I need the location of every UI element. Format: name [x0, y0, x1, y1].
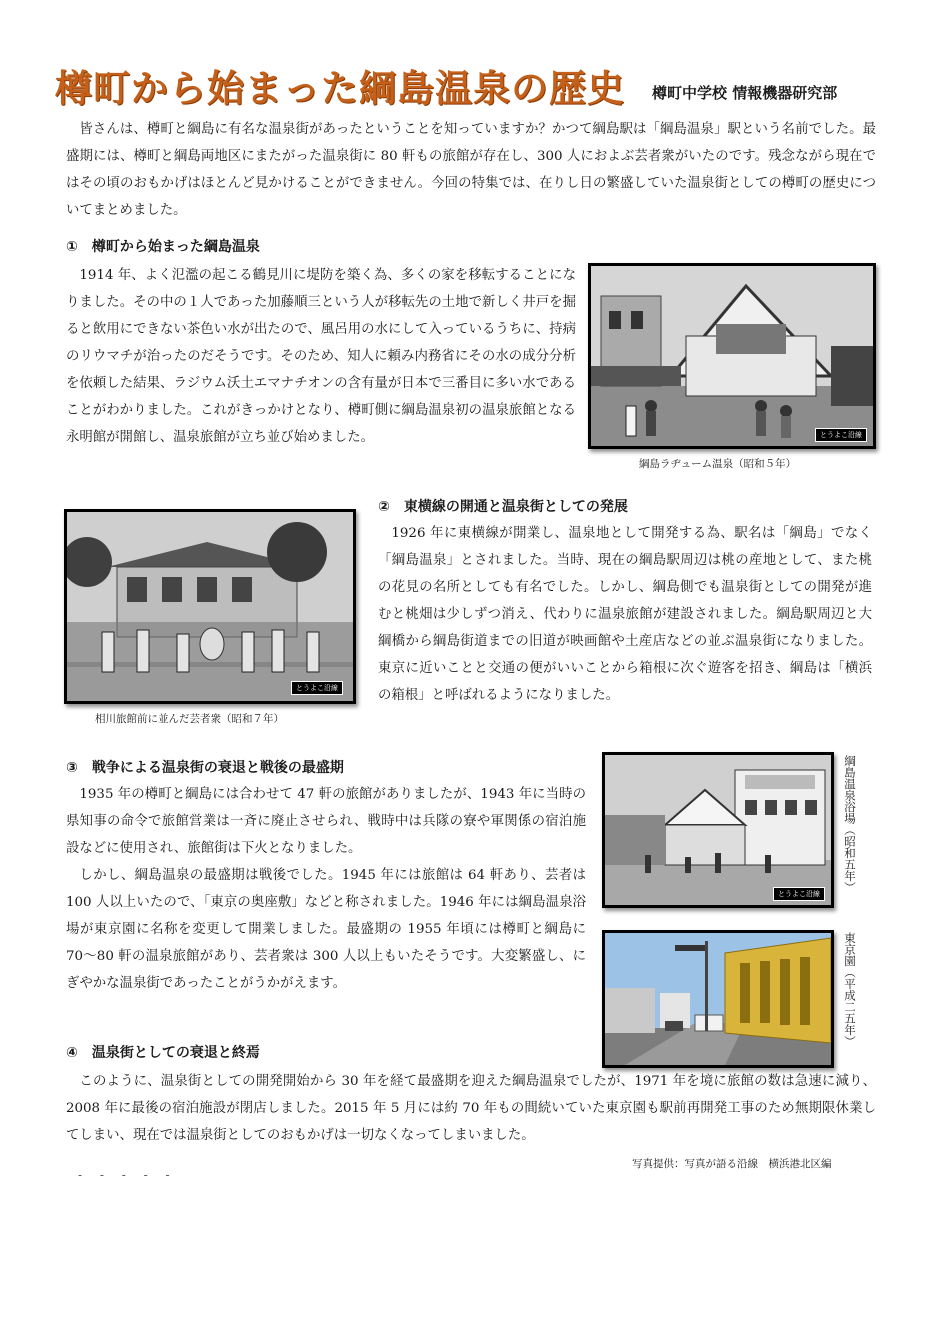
photo-radium-watermark: とうよこ沿線 [815, 428, 867, 442]
photo-geisha [64, 509, 356, 704]
section-2-body: 1926 年に東横線が開業し、温泉地として開発する為、駅名は「綱島」でなく「綱島温泉」とされました。当時、現在の綱島駅周辺は桃の産地として、また桃の花見の名所としても有名でした。しかし、綱島側でも温泉街としての開発が進むと桃畑は少しずつ消え、代わりに温泉旅館が建設されました。綱島駅周辺と大綱橋から綱島街道までの旧道が映画館や土産店などの並ぶ温泉街になりました。東京に近いことと交通の便がいいことから箱根に次ぐ遊客を招き、綱島は「横浜の箱根」と呼ばれるようになりました。 [378, 526, 872, 703]
photo-bathhouse-watermark: とうよこ沿線 [773, 887, 825, 901]
section-2-heading: ② 東横線の開通と温泉街としての発展 [378, 499, 628, 515]
photo-radium-onsen [588, 263, 876, 449]
section-3-body-1: 1935 年の樽町と綱島には合わせて 47 軒の旅館がありましたが、1943 年に当時の県知事の命令で旅館営業は一斉に廃止させられ、戦時中は兵隊の寮や軍関係の宿泊施設などに使用され、旅館街は下火となりました。 [66, 787, 586, 856]
section-4-heading: ④ 温泉街としての衰退と終焉 [66, 1045, 260, 1061]
section-3-body-2: しかし、綱島温泉の最盛期は戦後でした。1945 年には旅館は 64 軒あり、芸者は 100 人以上いたので、「東京の奥座敷」などと称されました。1946 年には綱島温泉浴場が東京園に名称を変更して開業しました。最盛期の 1955 年頃には樽町と綱島に 70〜80 軒の温泉旅館があり、芸者衆は 300 人以上もいたそうです。大変繁盛し、にぎやかな温泉街であったことがうかがえます。 [66, 868, 586, 991]
photo-tokyoen [602, 930, 834, 1068]
page-title: 樽町から始まった綱島温泉の歴史 [55, 67, 625, 110]
photo-radium-caption: 綱島ラヂューム温泉（昭和５年） [639, 458, 797, 470]
photo-tokyoen-caption: 東京園（平成二五年） [843, 932, 857, 1047]
photo-bathhouse-caption: 綱島温泉浴場（昭和五年） [843, 755, 857, 893]
footer-dashes: - - - - - [78, 1168, 177, 1182]
photo-bathhouse [602, 752, 834, 908]
photo-geisha-watermark: とうよこ沿線 [291, 681, 343, 695]
section-3-heading: ③ 戦争による温泉街の衰退と戦後の最盛期 [66, 760, 344, 776]
section-4-body: このように、温泉街としての開発開始から 30 年を経て最盛期を迎えた綱島温泉でしたが、1971 年を境に旅館の数は急速に減り、2008 年に最後の宿泊施設が閉店しました。2015 年 5 月には約 70 年もの間続いていた東京園も駅前再開発工事のため無期限休業してしまい、現在では温泉街としてのおもかげは一切なくなってしまいました。 [66, 1074, 876, 1143]
photo-credit: 写真提供：写真が語る沿線 横浜港北区編 [632, 1158, 832, 1170]
photo-geisha-caption: 相川旅館前に並んだ芸者衆（昭和７年） [95, 713, 284, 725]
section-1-heading: ① 樽町から始まった綱島温泉 [66, 239, 260, 255]
organization-label: 樽町中学校 情報機器研究部 [652, 84, 838, 102]
intro-paragraph: 皆さんは、樽町と綱島に有名な温泉街があったということを知っていますか？かつて綱島駅は「綱島温泉」駅という名前でした。最盛期には、樽町と綱島両地区にまたがった温泉街に 80 軒もの旅館が存在し、300 人におよぶ芸者衆がいたのです。残念ながら現在ではその頃のおもかげはほとんど見かけることができません。今回の特集では、在りし日の繁盛していた温泉街としての樽町の歴史についてまとめました。 [66, 122, 876, 218]
section-1-body: 1914 年、よく氾濫の起こる鶴見川に堤防を築く為、多くの家を移転することになりました。その中の１人であった加藤順三という人が移転先の土地で新しく井戸を掘ると飲用にできない茶色い水が出たので、風呂用の水にして入っているうちに、持病のリウマチが治ったのだそうです。そのため、知人に頼み内務省にその水の成分分析を依頼した結果、ラジウム沃土エマナチオンの含有量が日本で三番目に多い水であることがわかりました。これがきっかけとなり、樽町側に綱島温泉初の温泉旅館となる永明館が開館し、温泉旅館が立ち並び始めました。 [66, 268, 576, 445]
